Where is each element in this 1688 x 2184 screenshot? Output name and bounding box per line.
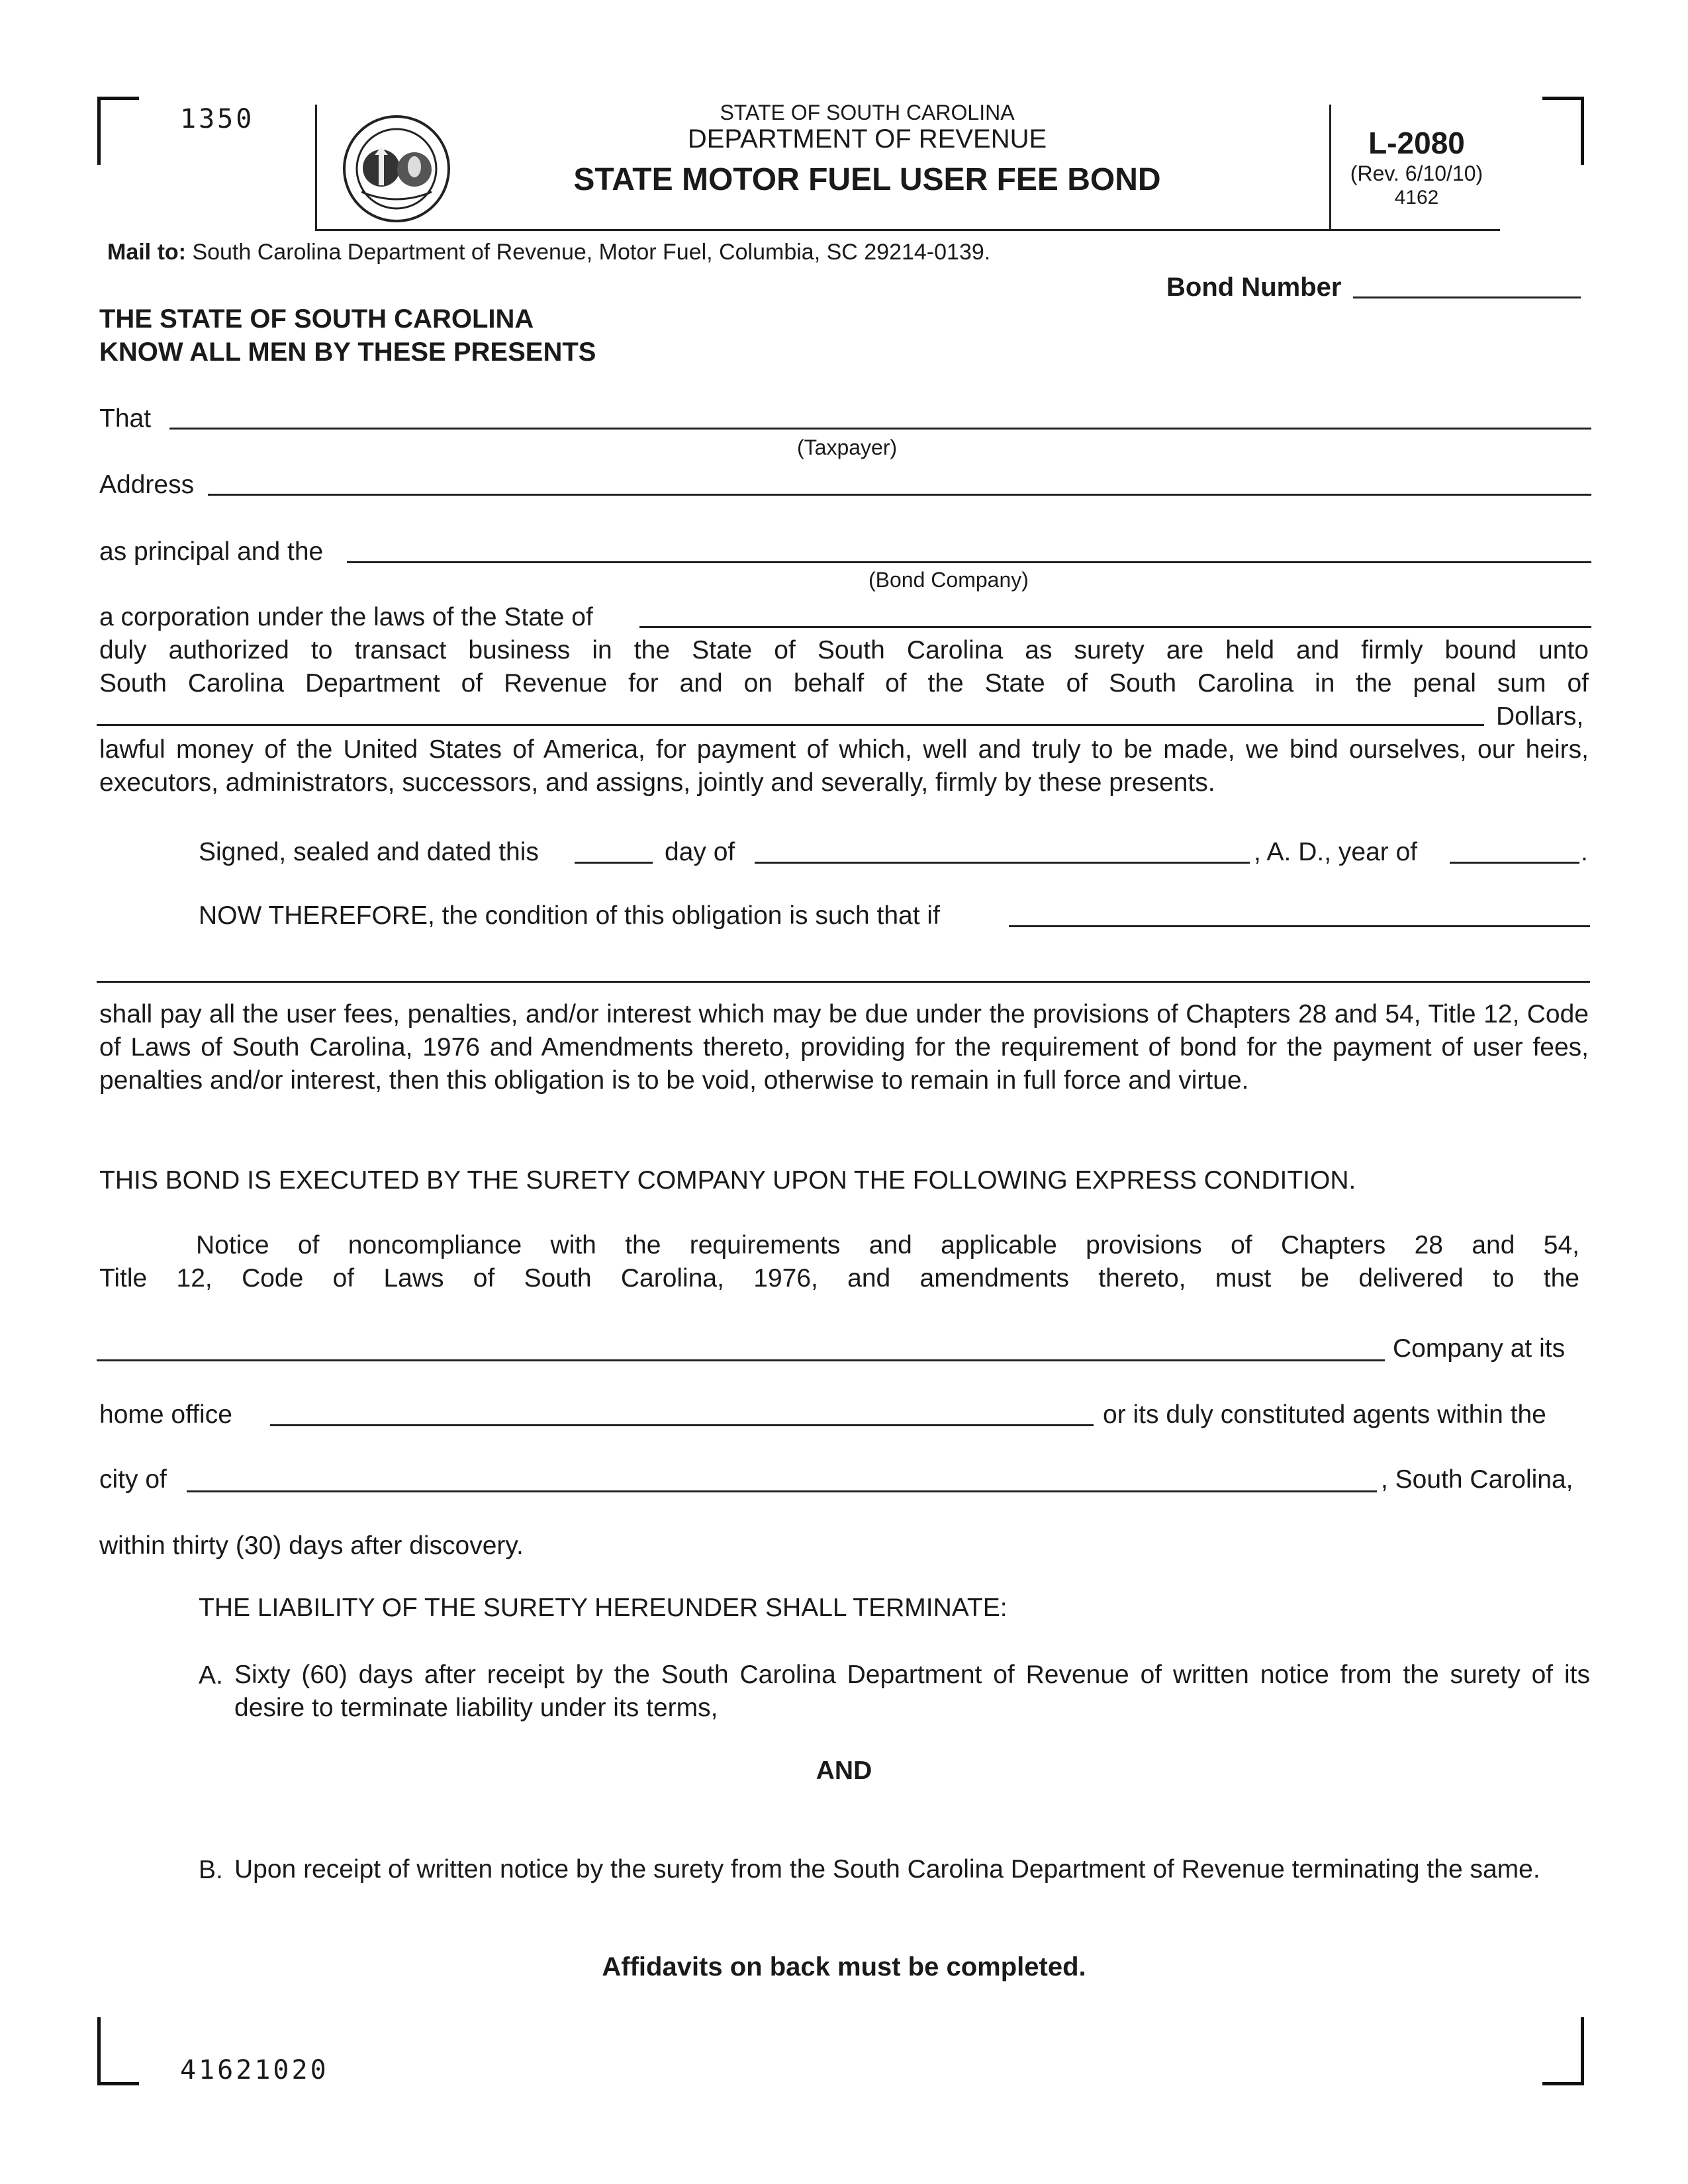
and-label: AND (816, 1756, 872, 1785)
dollars-label: Dollars, (1496, 702, 1584, 731)
bond-number-label: Bond Number (1166, 273, 1342, 302)
condition-field-1[interactable] (1009, 925, 1590, 927)
form-code-bottom: 41621020 (180, 2055, 329, 2085)
taxpayer-field[interactable] (169, 428, 1591, 430)
within-thirty-days: within thirty (30) days after discovery. (99, 1531, 524, 1560)
header-divider-left (315, 105, 317, 229)
item-b-marker: B. (199, 1856, 223, 1884)
signed-period: . (1581, 838, 1588, 866)
shall-pay-paragraph: shall pay all the user fees, penalties, and/or interest which may be due under the provisions of Chapters 28 and 54, Title 12, Code of Laws of South Carolina, 1976 and Amendments thereto, providing for the requirement of bond for the payment of user fees, penalties and/or interest, then this obligation is to be void, otherwise to remain in full force and virtue. (99, 1000, 1589, 1095)
corner-mark-top-left (97, 97, 139, 165)
mail-to-address: South Carolina Department of Revenue, Motor Fuel, Columbia, SC 29214-0139. (192, 240, 991, 265)
condition-field-2[interactable] (97, 981, 1590, 983)
that-label: That (99, 404, 152, 433)
address-field[interactable] (208, 494, 1591, 496)
now-therefore-label: NOW THEREFORE, the condition of this obligation is such that if (199, 901, 940, 930)
signed-month-field[interactable] (755, 862, 1250, 864)
south-carolina-label: , South Carolina, (1381, 1465, 1573, 1494)
signed-day-field[interactable] (575, 862, 653, 864)
authorized-line-1: duly authorized to transact business in the State of South Carolina as surety are held and firmly bound unto (99, 636, 1589, 664)
bond-number-field[interactable] (1353, 296, 1581, 298)
item-a-marker: A. (199, 1661, 223, 1690)
home-office-label: home office (99, 1400, 232, 1429)
corner-mark-bottom-right (1542, 2017, 1584, 2085)
liability-heading: THE LIABILITY OF THE SURETY HEREUNDER SHALL TERMINATE: (199, 1594, 1008, 1622)
corner-mark-top-right (1542, 97, 1584, 165)
signed-label: Signed, sealed and dated this (199, 838, 539, 866)
corporation-state-field[interactable] (639, 626, 1591, 628)
notice-line-1: Notice of noncompliance with the requirements and applicable provisions of Chapters 28 and 54, (196, 1231, 1579, 1259)
company-at-its-label: Company at its (1393, 1334, 1566, 1363)
state-name: STATE OF SOUTH CAROLINA (720, 101, 1015, 124)
principal-label: as principal and the (99, 537, 324, 566)
bond-company-caption: (Bond Company) (868, 568, 1029, 592)
state-seal-icon (342, 114, 451, 224)
header-bottom-rule (315, 229, 1500, 231)
item-a-text: Sixty (60) days after receipt by the South Carolina Department of Revenue of written notice from the surety of its desire to terminate liability under its terms, (234, 1661, 1590, 1722)
authorized-line-2: South Carolina Department of Revenue for and on behalf of the State of South Carolina in the penal sum of (99, 669, 1589, 698)
city-of-label: city of (99, 1465, 167, 1494)
preamble-know-all-men: KNOW ALL MEN BY THESE PRESENTS (99, 338, 596, 367)
revision-date: (Rev. 6/10/10) (1350, 161, 1483, 185)
mail-to (107, 241, 990, 263)
taxpayer-caption: (Taxpayer) (797, 435, 898, 459)
signed-year-field[interactable] (1450, 862, 1579, 864)
surety-company-field[interactable] (97, 1359, 1385, 1361)
executed-condition: THIS BOND IS EXECUTED BY THE SURETY COMPANY UPON THE FOLLOWING EXPRESS CONDITION. (99, 1166, 1356, 1195)
corporation-label: a corporation under the laws of the State of (99, 603, 593, 631)
department-name: DEPARTMENT OF REVENUE (687, 124, 1047, 154)
form-number: L-2080 (1368, 126, 1465, 160)
form-code-top: 1350 (180, 104, 255, 134)
day-of-label: day of (665, 838, 735, 866)
corner-mark-bottom-left (97, 2017, 139, 2085)
notice-line-2: Title 12, Code of Laws of South Carolina, 1976, and amendments thereto, must be delivered to the (99, 1264, 1579, 1293)
city-field[interactable] (187, 1490, 1377, 1492)
mail-to-label: Mail to: (107, 240, 186, 265)
agents-label: or its duly constituted agents within the (1103, 1400, 1546, 1429)
item-b-text: Upon receipt of written notice by the surety from the South Carolina Department of Revenue terminating the same. (234, 1855, 1540, 1884)
address-label: Address (99, 471, 195, 499)
affidavits-note: Affidavits on back must be completed. (602, 1952, 1086, 1981)
penal-sum-field[interactable] (97, 724, 1484, 726)
home-office-field[interactable] (270, 1424, 1094, 1426)
preamble-state: THE STATE OF SOUTH CAROLINA (99, 304, 534, 334)
lawful-money-paragraph: lawful money of the United States of America, for payment of which, well and truly to be made, we bind ourselves, our heirs, executors, administrators, successors, and assigns, jointly and severally, firmly by these presents. (99, 735, 1589, 797)
form-title: STATE MOTOR FUEL USER FEE BOND (573, 162, 1161, 197)
bond-company-field[interactable] (347, 561, 1591, 563)
revision-code: 4162 (1394, 187, 1439, 208)
ad-year-label: , A. D., year of (1254, 838, 1418, 866)
